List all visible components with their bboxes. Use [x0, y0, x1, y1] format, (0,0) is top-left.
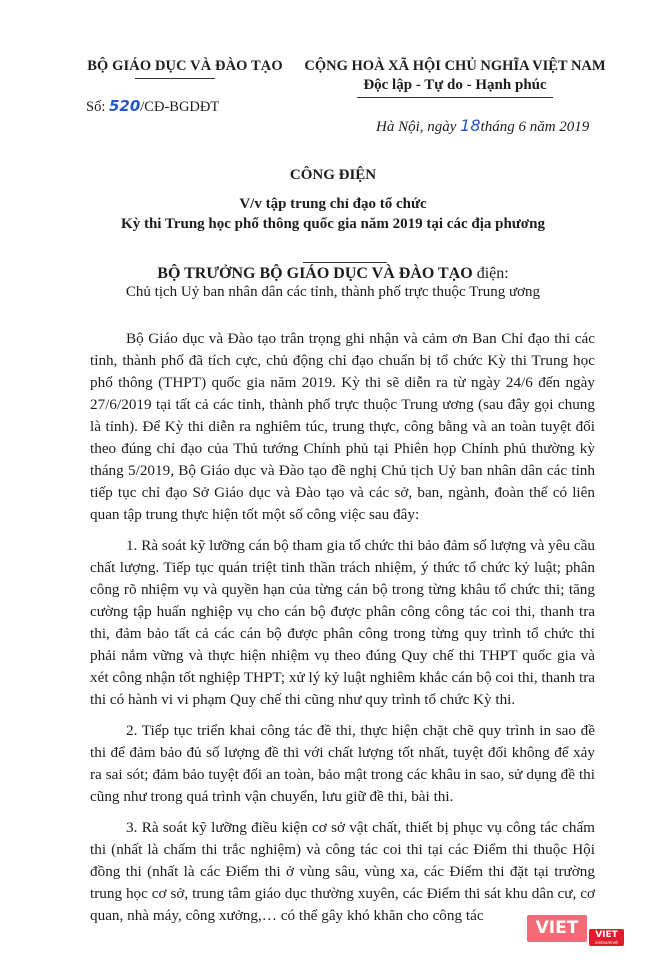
item-3-paragraph: 3. Rà soát kỹ lưỡng điều kiện cơ sở vật chất, thiết bị phục vụ công tác chấm thi (nhất là chấm thi trắc nghiệm) và công tác coi thi tại các Điểm thi thuộc Hội đồng thi (nhất là các Điểm thi ở vùng sâu, vùng xa, các Điểm thi đặt tại trường trung học cơ sở, trung tâm giáo dục thường xuyên, các Điểm thi sát khu dân cư, cơ quan, nhà máy, công xưởng,… có thể gây khó khăn cho công tác [90, 819, 595, 924]
subject-line-1: V/v tập trung chỉ đạo tổ chức [239, 196, 427, 212]
issuing-agency: BỘ GIÁO DỤC VÀ ĐÀO TẠO [87, 58, 283, 74]
watermark-logo-large: VIET [527, 915, 587, 942]
motto-underline [357, 97, 553, 98]
subject-line-2: Kỳ thi Trung học phổ thông quốc gia năm 2019 tại các địa phương [121, 216, 545, 232]
sender-name: BỘ TRƯỞNG BỘ GIÁO DỤC VÀ ĐÀO TẠO [157, 265, 473, 282]
agency-underline [135, 78, 215, 79]
document-number [86, 97, 219, 116]
item-2-paragraph: 2. Tiếp tục triển khai công tác đề thi, thực hiện chặt chẽ quy trình in sao đề thi để đảm bảo đủ số lượng đề thi với chất lượng tốt nhất, tuyệt đối không để xảy ra sai sót; đảm bảo tuyệt đối an toàn, bảo mật trong các khâu in sao, sử dụng đề thi cũng như trong quá trình vận chuyển, lưu giữ đề thi, bài thi. [90, 722, 595, 805]
sender-verb: điện: [472, 265, 509, 282]
document-body [90, 328, 595, 936]
issuing-agency-block [80, 58, 290, 79]
watermark-logo-small [589, 929, 624, 946]
doc-number-prefix: Số: [86, 99, 109, 115]
item-1-paragraph: 1. Rà soát kỹ lưỡng cán bộ tham gia tổ chức thi bảo đảm số lượng và yêu cầu chất lượng. Tiếp tục quán triệt tinh thần trách nhiệm, ý thức tổ chức kỷ luật; phân công rõ nhiệm vụ và quyền hạn của từng cán bộ trong từng khâu tổ chức thi; tăng cường tập huấn nghiệp vụ cho cán bộ được phân công công tác coi thi, thanh tra thi, đảm bảo tất cả các cán bộ được phân công trong từng quy trình tổ chức thi phải nắm vững và thực hiện nhiệm vụ theo đúng Quy chế thi THPT quốc gia và xét công nhận tốt nghiệp THPT; xử lý kỷ luật nghiêm khắc cán bộ coi thi, thanh tra thi có hành vi vi phạm Quy chế thi cũng như quy trình tổ chức Kỳ thi. [90, 537, 595, 708]
subject-divider [303, 262, 387, 263]
doc-number-suffix: /CĐ-BGDĐT [140, 99, 220, 115]
sender-line [0, 265, 666, 283]
vietnamnet-watermark [525, 915, 645, 955]
national-title-block [300, 58, 610, 98]
country-name: CỘNG HOÀ XÃ HỘI CHỦ NGHĨA VIỆT NAM [304, 58, 606, 74]
issue-date [376, 116, 589, 136]
recipient-line: Chủ tịch Uỷ ban nhân dân các tỉnh, thành phố trực thuộc Trung ương [125, 284, 541, 300]
date-day-handwritten: 18 [460, 116, 481, 135]
date-prefix: Hà Nội, ngày [376, 119, 461, 135]
document-title: CÔNG ĐIỆN [289, 167, 377, 183]
national-motto: Độc lập - Tự do - Hạnh phúc [363, 77, 547, 93]
doc-number-handwritten: 520 [108, 97, 141, 115]
watermark-small-text: VIET [595, 930, 618, 940]
date-suffix: tháng 6 năm 2019 [480, 119, 590, 135]
watermark-small-sub: vietnamnet [595, 940, 618, 945]
intro-paragraph: Bộ Giáo dục và Đào tạo trân trọng ghi nhận và cảm ơn Ban Chỉ đạo thi các tỉnh, thành phố đã tích cực, chủ động chỉ đạo chuẩn bị tổ chức Kỳ thi Trung học phổ thông (THPT) quốc gia năm 2019. Kỳ thi sẽ diễn ra từ ngày 24/6 đến ngày 27/6/2019 tại tất cả các tỉnh, thành phố trực thuộc Trung ương (sau đây gọi chung là tỉnh). Để Kỳ thi diễn ra nghiêm túc, trung thực, công bằng và an toàn tuyệt đối theo đúng chỉ đạo của Thủ tướng Chính phủ tại Phiên họp Chính phủ thường kỳ tháng 5/2019, Bộ Giáo dục và Đào tạo đề nghị Chủ tịch Uỷ ban nhân dân các tỉnh tiếp tục chỉ đạo Sở Giáo dục và Đào tạo và các sở, ban, ngành, đoàn thể có liên quan tập trung thực hiện tốt một số công việc sau đây: [90, 330, 595, 523]
